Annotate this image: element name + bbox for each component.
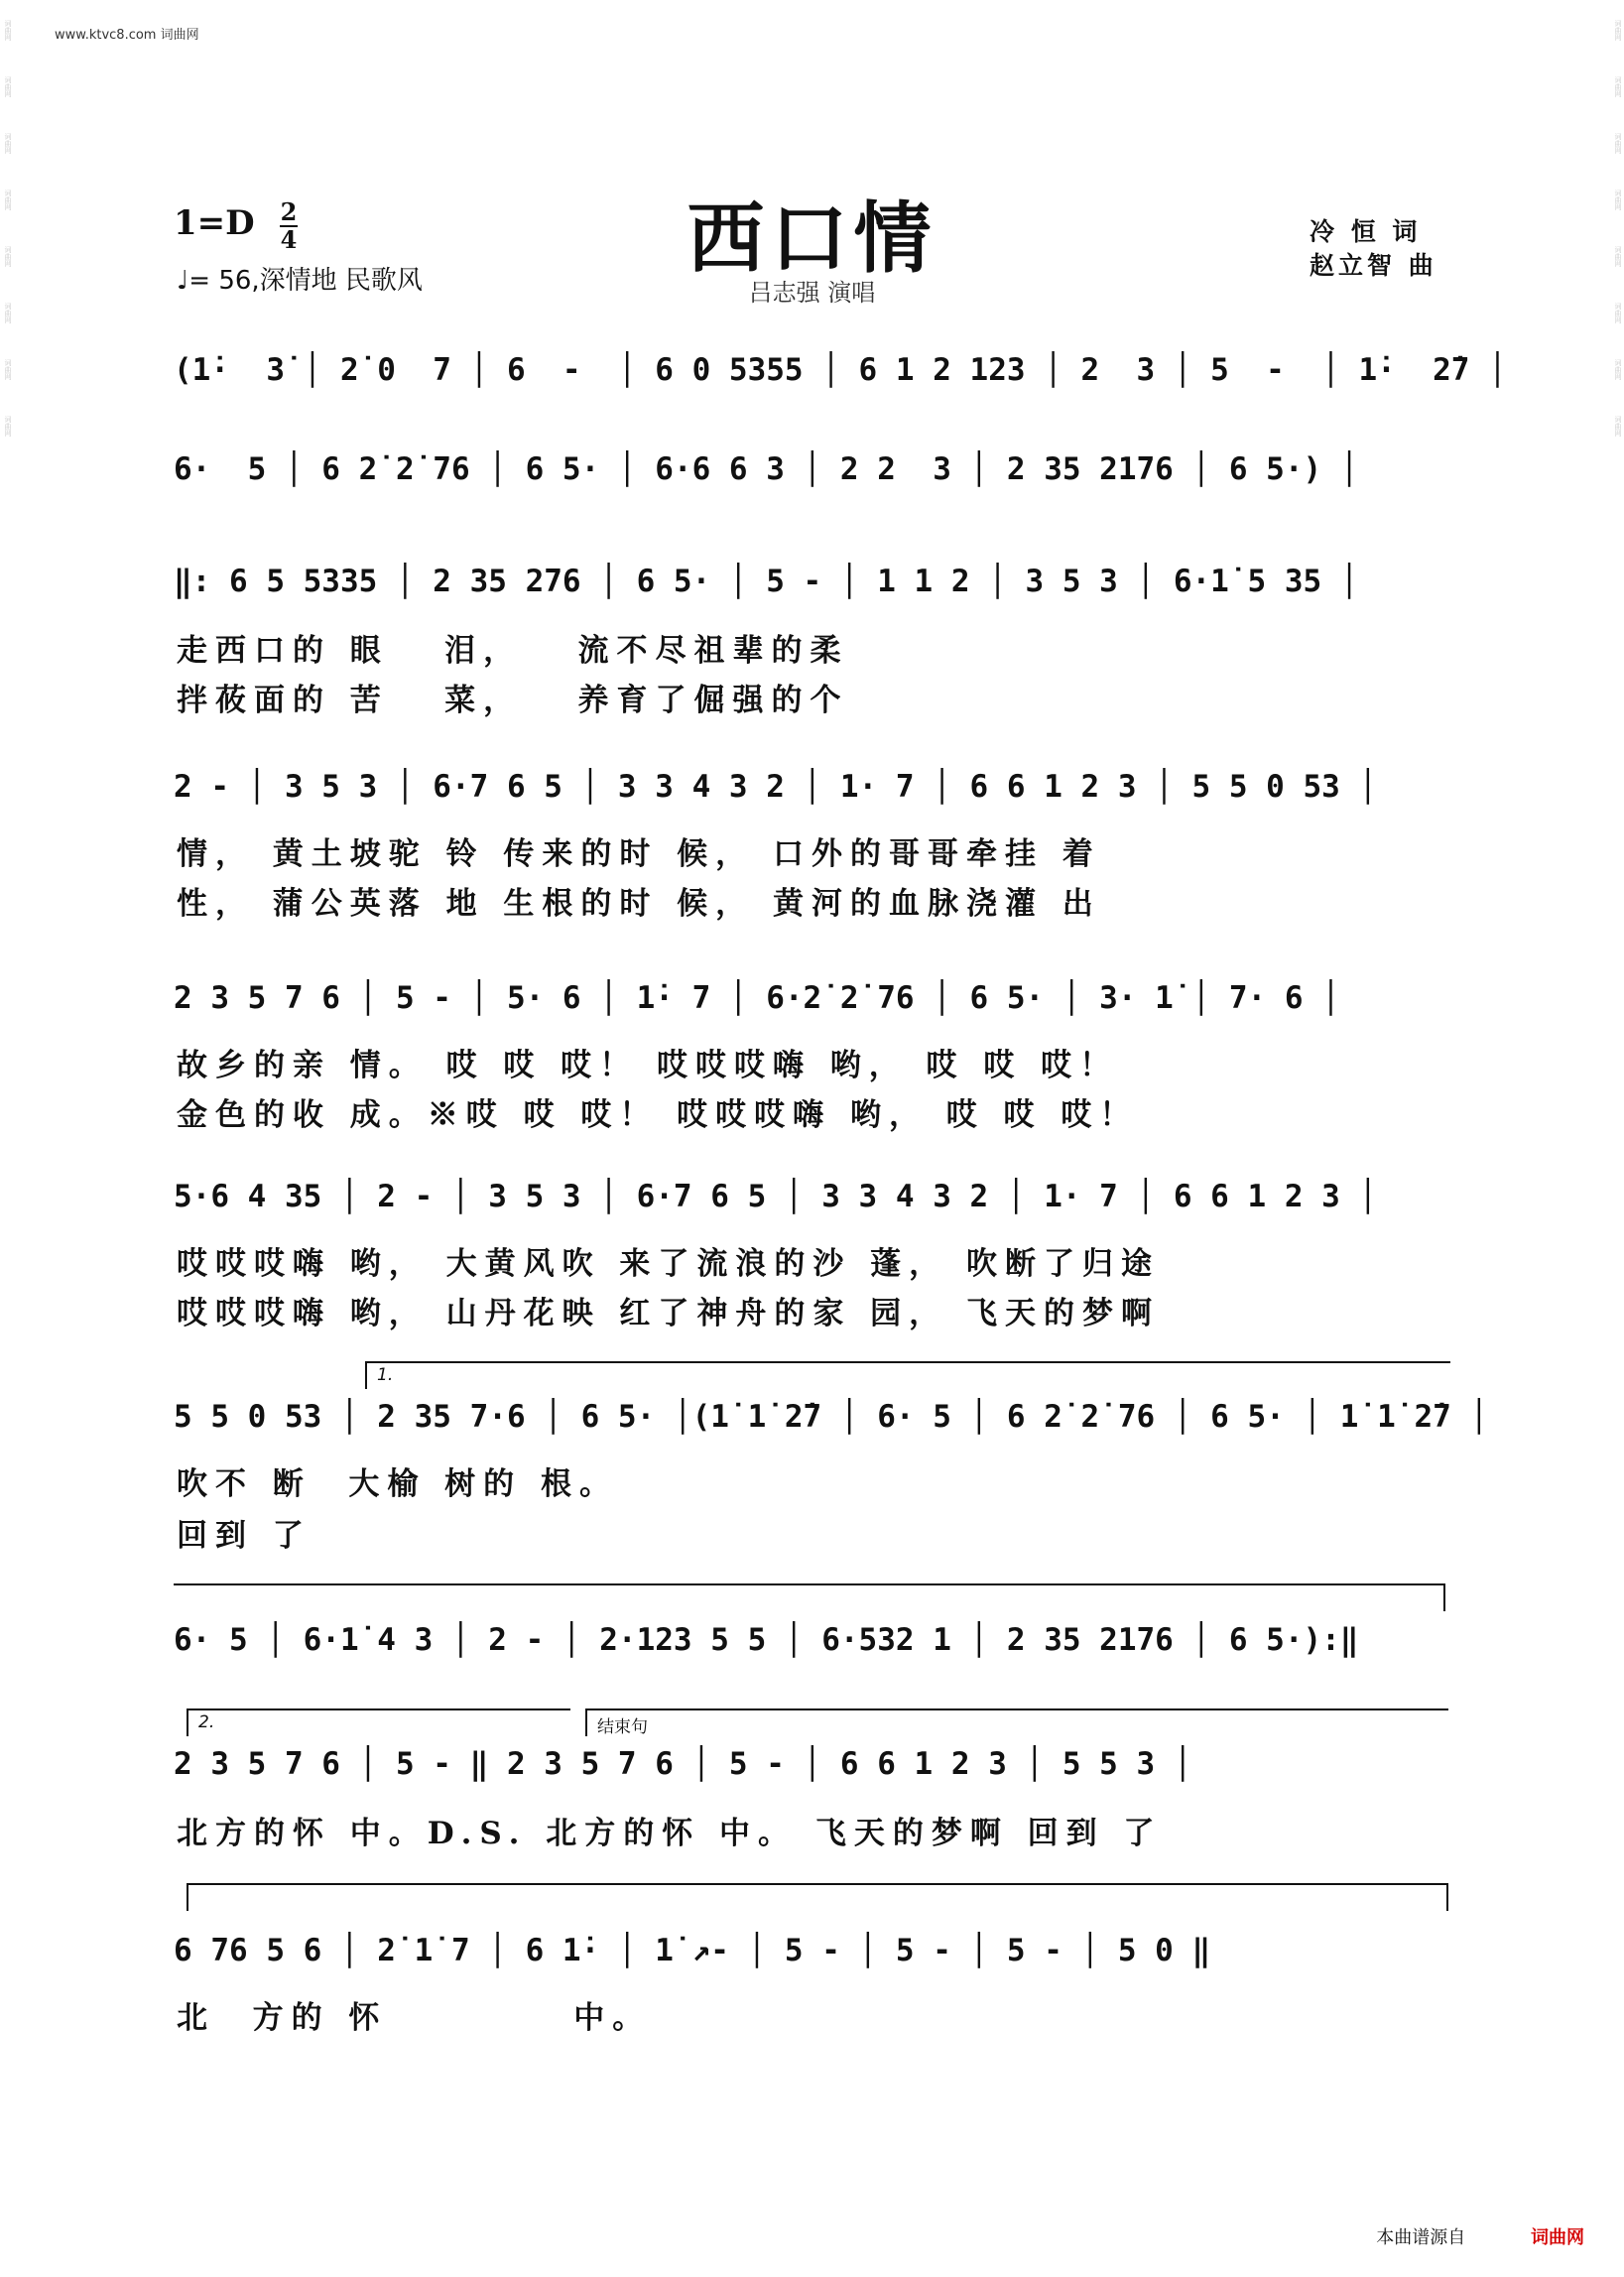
coda-bracket <box>585 1708 1448 1736</box>
side-mark: 词曲网 <box>4 20 12 41</box>
score-row-9: 2 3 5 7 6 │ 5 - ‖ 2 3 5 7 6 │ 5 - │ 6 6 1 2 3 │ 5 5 3 │ <box>174 1746 1192 1782</box>
time-bottom: 4 <box>280 225 298 254</box>
final-bracket <box>187 1883 1448 1911</box>
score-row-2: 6· 5 │ 6 2̇ 2̇ 76 │ 6 5· │ 6·6 6 3 │ 2 2 3 │ 2 35 2176 │ 6 5·) │ <box>174 451 1359 487</box>
lyric-row-4a: 情， 黄土坡驼 铃 传来的时 候， 口外的哥哥牵挂 着 <box>177 836 1101 872</box>
left-watermark-strip <box>3 20 11 2242</box>
score-row-5: 2 3 5 7 6 │ 5 - │ 5· 6 │ 1̇· 7 │ 6·2̇ 2̇ 76 │ 6 5· │ 3· 1̇ │ 7· 6 │ <box>174 980 1340 1016</box>
lyric-row-7a: 吹不 断 大榆 树的 根。 <box>177 1466 618 1502</box>
tempo-marking: ♩= 56,深情地 民歌风 <box>177 266 423 296</box>
side-mark: 词曲网 <box>1614 133 1622 154</box>
site-watermark: www.ktvc8.com 词曲网 <box>55 28 199 43</box>
second-ending-label: 2. <box>198 1712 215 1732</box>
score-row-7: 5 5 0 53 │ 2 35 7·6 │ 6 5· │(1̇ 1̇ 2̇7 │ 6· 5 │ 6 2̇ 2̇ 76 │ 6 5· │ 1̇ 1̇ 2̇7 │ <box>174 1399 1489 1435</box>
side-mark: 词曲网 <box>4 303 12 323</box>
side-mark: 词曲网 <box>4 416 12 437</box>
side-mark: 词曲网 <box>4 76 12 97</box>
lyric-row-5b: 金色的收 成。※哎 哎 哎！ 哎哎哎嗨 哟， 哎 哎 哎！ <box>177 1097 1139 1133</box>
side-mark: 词曲网 <box>1614 20 1622 41</box>
singer-credit: 吕志强 演唱 <box>748 279 876 307</box>
side-mark: 词曲网 <box>4 359 12 380</box>
second-ending-bracket <box>187 1708 570 1736</box>
lyric-row-4b: 性， 蒲公英落 地 生根的时 候， 黄河的血脉浇灌 出 <box>177 886 1101 922</box>
score-row-8: 6· 5 │ 6·1̇ 4 3 │ 2 - │ 2·123 5 5 │ 6·532 1 │ 2 35 2176 │ 6 5·):‖ <box>174 1622 1359 1658</box>
composer-credit: 赵立智 曲 <box>1310 251 1437 280</box>
first-ending-label: 1. <box>377 1365 394 1385</box>
first-ending-bracket <box>365 1361 1450 1389</box>
side-mark: 词曲网 <box>1614 359 1622 380</box>
key-signature: 1=D <box>174 203 255 243</box>
coda-label: 结束句 <box>597 1717 648 1737</box>
lyric-row-3a: 走西口的 眼 泪， 流不尽祖辈的柔 <box>177 633 849 669</box>
side-mark: 词曲网 <box>1614 416 1622 437</box>
side-mark: 词曲网 <box>4 190 12 210</box>
side-mark: 词曲网 <box>1614 246 1622 267</box>
lyric-row-5a: 故乡的亲 情。 哎 哎 哎！ 哎哎哎嗨 哟， 哎 哎 哎！ <box>177 1048 1119 1083</box>
lyric-row-3b: 拌莜面的 苦 菜， 养育了倔强的个 <box>177 683 849 718</box>
score-row-10: 6 76 5 6 │ 2̇ 1̇ 7 │ 6 1̇· │ 1̇ ↗- │ 5 - │ 5 - │ 5 - │ 5 0 ‖ <box>174 1933 1211 1968</box>
score-row-6: 5·6 4 35 │ 2 - │ 3 5 3 │ 6·7 6 5 │ 3 3 4 3 2 │ 1· 7 │ 6 6 1 2 3 │ <box>174 1179 1378 1214</box>
footer <box>1376 2223 1584 2249</box>
score-row-3: ‖: 6 5 5335 │ 2 35 276 │ 6 5· │ 5 - │ 1 1 2 │ 3 5 3 │ 6·1̇ 5 35 │ <box>174 564 1359 599</box>
side-mark: 词曲网 <box>1614 190 1622 210</box>
source-text: 本曲谱源自 <box>1376 2227 1466 2248</box>
time-top: 2 <box>280 197 298 226</box>
site-logo[interactable]: 词曲网 <box>1531 2227 1584 2248</box>
song-title: 西口情 <box>687 193 937 284</box>
lyric-row-6b: 哎哎哎嗨 哟， 山丹花映 红了神舟的家 园， 飞天的梦啊 <box>177 1296 1160 1331</box>
repeat-bracket <box>174 1583 1445 1611</box>
right-watermark-strip <box>1613 20 1621 2242</box>
lyric-row-6a: 哎哎哎嗨 哟， 大黄风吹 来了流浪的沙 蓬， 吹断了归途 <box>177 1246 1160 1282</box>
lyric-row-10: 北 方的 怀 中。 <box>177 2000 652 2036</box>
lyric-row-9: 北方的怀 中。D.S. 北方的怀 中。 飞天的梦啊 回到 了 <box>177 1816 1163 1851</box>
side-mark: 词曲网 <box>4 133 12 154</box>
lyricist-credit: 冷 恒 词 <box>1310 217 1422 246</box>
side-mark: 词曲网 <box>4 246 12 267</box>
score-row-1: (1̇· 3̇ │ 2̇ 0 7 │ 6 - │ 6 0 5355 │ 6 1 2 123 │ 2 3 │ 5 - │ 1̇· 2̇7 │ <box>174 352 1507 388</box>
score-row-4: 2 - │ 3 5 3 │ 6·7 6 5 │ 3 3 4 3 2 │ 1· 7 │ 6 6 1 2 3 │ 5 5 0 53 │ <box>174 769 1378 805</box>
lyric-row-7b: 回到 了 <box>177 1518 312 1554</box>
side-mark: 词曲网 <box>1614 303 1622 323</box>
side-mark: 词曲网 <box>1614 76 1622 97</box>
